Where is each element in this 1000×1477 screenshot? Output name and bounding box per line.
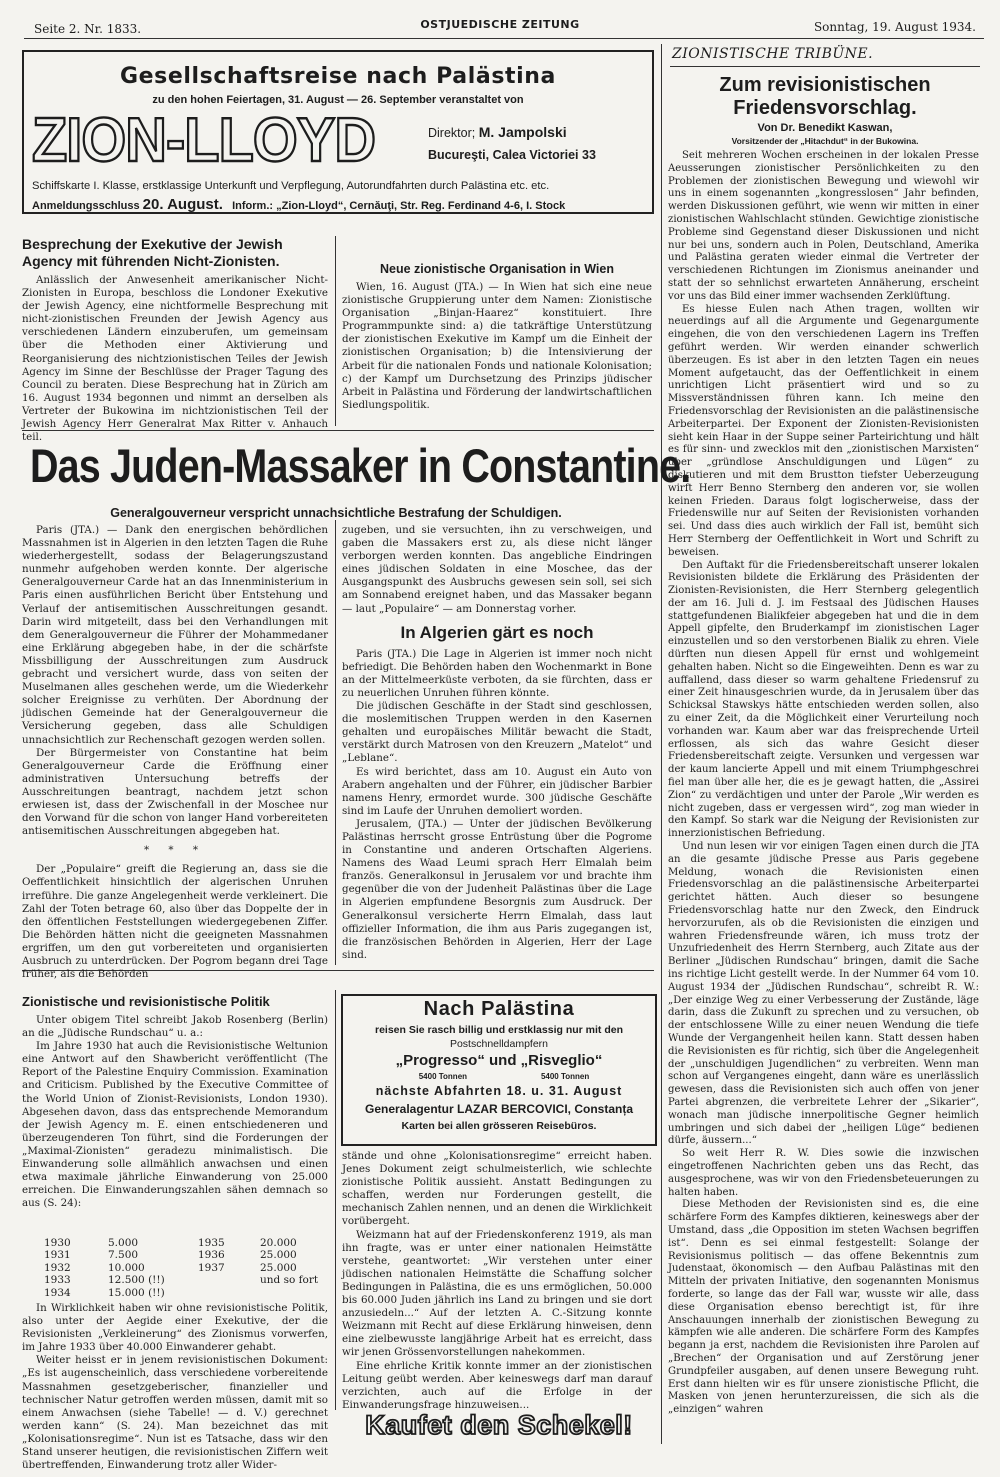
ad-zion-lloyd-contact: Inform.: „Zion-Lloyd“, Cernăuţi, Str. Reg. Ferdinand 4-6, I. Stock (232, 200, 566, 212)
masthead: OSTJUEDISCHE ZEITUNG (420, 18, 580, 31)
table-cell: 1936 (198, 1249, 225, 1262)
article-politik-col1-bottom (22, 1302, 328, 1472)
article-paragraph: zugeben, und sie versuchten, ihn zu verschweigen, und gaben die Massakers erst zu, als diese nicht länger verborgen werden konnten. Das angebliche Eindringen eines jüdischen Soldaten in eine Moschee, das der Ausgangspunkt des Ausbruchs gewesen sein soll, sei sich am Sonnabend ereignet haben, und das Massaker begann — laut „Populaire“ — am Donnerstag vorher. (342, 524, 652, 615)
ad-palaestina-tickets: Karten bei allen grösseren Reisebüros. (401, 1120, 597, 1132)
article-paragraph: Jerusalem, (JTA.) — Unter der jüdischen Bevölkerung Palästinas herrscht grosse Entrüstung über die Pogrome in Constantine und anderen Ortschaften Algeriens. Namens des Waad Leumi sprach Herr Elmalah beim französ. Generalkonsul in Jerusalem vor und brachte ihm gegenüber die von der Judenheit Palästinas über die Lage in Algerien empfundene Besorgnis zum Ausdruck. Der Generalkonsul versicherte Herrn Elmalah, dass laut offizieller Information, die ihm aus Paris zugegangen ist, die französischen Behörden in Algerien, Herr der Lage sind. (342, 817, 652, 961)
table-cell: 1937 (198, 1261, 225, 1274)
article-paragraph: Unter obigem Titel schreibt Jakob Rosenberg (Berlin) an die „Jüdische Rundschau“ u. a.: (22, 1014, 328, 1040)
article-algerien-title: In Algerien gärt es noch (400, 622, 594, 642)
table-cell: 1930 (44, 1237, 71, 1249)
tonnage-progresso: 5400 Tonnen (418, 1072, 468, 1081)
table-cell: 10.000 (108, 1261, 145, 1274)
headline-massaker: Das Juden-Massaker in Constantine. (30, 439, 691, 492)
article-paragraph: Die jüdischen Geschäfte in der Stadt sind geschlossen, die moslemitischen Truppen werden in den Kasernen gehalten und europäisches Militär bewacht die Stadt, verstärkt durch Matrosen von den Kreuzern „Matelot“ und „Leblane“. (342, 700, 652, 765)
section-tribune: ZIONISTISCHE TRIBÜNE. (672, 46, 874, 62)
table-row (44, 1237, 318, 1249)
table-row (44, 1262, 318, 1274)
director-name: M. Jampolski (478, 124, 567, 140)
ad-zion-lloyd-title: Gesellschaftsreise nach Palästina (120, 64, 556, 89)
article-exekutive-title: Besprechung der Exekutive der Jewish Agency mit führenden Nicht-Zionisten. (22, 236, 283, 269)
ad-zion-lloyd-director (428, 124, 567, 140)
article-paragraph: stände und ohne „Kolonisationsregime“ erreicht haben. Jenes Dokument zeigt schulmeisterlich, wie schlechte zionistische Politik aussieht. Anstatt Bedingungen zu schaffen, werden nur Forderungen gestellt, die mechanisch Zahlen nennen, und an denen die Wirklichkeit vorübergeht. (342, 1150, 652, 1228)
table-cell: 5.000 (108, 1237, 139, 1249)
table-cell: 1933 (44, 1274, 71, 1287)
article-paragraph: Seit mehreren Wochen erscheinen in der lokalen Presse Aeusserungen zionistischer Persönlichkeiten zu den Problemen der zionistischen Bewegung und wiewohl wir uns in einem sogenannten „kongresslosen“ Jahr befinden, werden Diskussionen geführt, wie wenn wir mitten in einer zionistischen Wahlschlacht stünden. Gewichtige zionistische Probleme sind Gegenstand dieser Diskussionen und nicht nur bei uns, sondern auch in Polen, Deutschland, Amerika und Palästina geraten wieder einmal die Vertreter der verschiedenen Richtungen im Zionismus aneinander und statt der so sehnlichst erwarteten Annäherung, erscheint vor uns das Bild einer immer wachsenden Zerklüftung. (668, 150, 979, 302)
zion-lloyd-logo: ZION-LLOYD (32, 106, 376, 175)
article-neue-organisation (342, 262, 652, 426)
article-paragraph: Paris (JTA.) — Dank den energischen behördlichen Massnahmen ist in Algerien in den letzten Tagen die Ruhe wiederhergestellt, sodass der Belagerungszustand nunmehr aufgehoben werden konnte. Der algerische Generalgouverneur Carde hat an das Innenministerium in Paris einen ausführlichen Bericht über Entstehung und Verlauf der antisemitischen Ausschreitungen gesandt. Darin wird mitgeteilt, dass bei den Verhandlungen mit dem Generalgouverneur die Führer der Mohammedaner eine Erklärung abgegeben habe, in der die schärfste Missbilligung der Ausschreitungen zum Ausdruck gebracht und versichert wurde, dass von seiten der Muselmanen alles geschehen werde, um die Wiederkehr solcher Ereignisse zu verhüten. Der Abordnung der jüdischen Gemeinde hat der Generalgouverneur die Versicherung gegeben, dass alle Schuldigen unnachsichtlich zur Rechenschaft gezogen werden sollen. (22, 524, 328, 746)
ad-zion-lloyd-offer: Schiffskarte I. Klasse, erstklassige Unterkunft und Verpflegung, Autorundfahrten durch Palästina etc. etc. (32, 180, 550, 192)
tribune-author: Von Dr. Benedikt Kaswan, (757, 122, 893, 134)
article-neue-org-title: Neue zionistische Organisation in Wien (380, 262, 614, 276)
issue-date: Sonntag, 19. August 1934. (813, 20, 976, 34)
article-massaker-col2 (342, 524, 652, 969)
article-politik-col1 (22, 994, 328, 1234)
ad-nach-palaestina (341, 994, 657, 1146)
table-row (44, 1287, 318, 1299)
page-number: Seite 2. Nr. 1833. (34, 22, 142, 36)
ad-palaestina-line1: reisen Sie rasch billig und erstklassig nur mit den (375, 1024, 623, 1036)
table-row (44, 1249, 318, 1261)
article-paragraph: Der „Populaire“ greift die Regierung an, dass sie die Oeffentlichkeit hinsichtlich der algerischen Unruhen irreführe. Die ganze Angelegenheit werde verkleinert. Die Zahl der Toten betrage 60, also über das Doppelte der in den öffentlichen Feststellungen wiedergegebenen Ziffer. Die Behörden hätten nicht die geeigneten Massnahmen ergriffen, um den gut vorbereiteten und organisierten Ausbruch zu unterdrücken. Der Pogrom begann drei Tage früher, als die Behörden (22, 863, 328, 981)
article-paragraph: Der Bürgermeister von Constantine hat beim Generalgouverneur Carde die Eröffnung einer administrativen Untersuchung betreffs der Ausschreitungen beantragt, nachdem jetzt schon erwiesen ist, dass der Zwischenfall in der Moschee nur den Vorwand für die schon von langer Hand vorbereiteten antisemitischen Ausschreitungen abgegeben hat. (22, 746, 328, 838)
table-cell: 25.000 (260, 1261, 297, 1274)
table-cell: 20.000 (260, 1237, 297, 1249)
immigration-table (44, 1237, 318, 1299)
director-label: Direktor; (428, 126, 476, 140)
article-politik-col2 (342, 1150, 652, 1411)
article-paragraph: Im Jahre 1930 hat auch die Revisionistische Weltunion eine Antwort auf den Shawbericht veröffentlicht (The Report of the Palestine Enquiry Commission. Examination and Criticism. Published by the Executive Committee of the World Union of Zionist-Revisionists, London 1930). Abgesehen davon, dass das entsprechende Memorandum der Jewish Agency m. E. einen entschiedeneren und überzeugenderen Ton führt, sind die Forderungen der „Maximal-Zionisten“ geradezu minimalistisch. Die Einwanderung solle allmählich anwachsen und einen etwa maximale jährliche Einwanderung von 25.000 erreichen. Die Einwanderungszahlen sähen demnach so aus (S. 24): (22, 1040, 328, 1210)
header-rule (24, 38, 984, 39)
ad-zion-lloyd-subtitle: zu den hohen Feiertagen, 31. August — 26. September veranstaltet von (152, 94, 524, 106)
article-paragraph: Eine ehrliche Kritik konnte immer an der zionistischen Leitung geübt werden. Aber keineswegs darf man darauf verzichten, auch auf die Erfolge in der Einwanderungsfrage hinzuweisen... (342, 1359, 652, 1411)
registration-deadline-date: 20. August. (142, 196, 223, 213)
table-cell: 1931 (44, 1249, 71, 1262)
article-paragraph: Weiter heisst er in jenem revisionistischen Dokument: „Es ist augenscheinlich, dass verschiedene vorbereitende Massnahmen gesetzgeberischer, finanzieller und technischer Natur getroffen werden müssen, damit mit so einem Anwachsen (siehe Tabelle! — d. V.) gerechnet werden kann“ (S. 24). Man bezeichnet das mit „Kolonisationsregime“. Nun ist es Tatsache, dass wir den Stand unserer heutigen, die revisionistischen Ziffern weit übertreffenden, Einwanderung trotz aller Wider- (22, 1354, 328, 1472)
ad-palaestina-line2: Postschnelldampfern (449, 1038, 549, 1050)
ad-palaestina-title: Nach Palästina (423, 998, 575, 1020)
column-rule (661, 44, 662, 1444)
table-cell: und so fort (260, 1274, 319, 1287)
ad-palaestina-ships: „Progresso“ und „Risveglio“ (395, 1052, 603, 1069)
article-exekutive (22, 236, 328, 444)
ad-palaestina-agency: Generalagentur LAZAR BERCOVICI, Constanța (364, 1102, 634, 1116)
article-paragraph: Es hiesse Eulen nach Athen tragen, wollten wir neuerdings auf all die Argumente und Gegenargumente eingehen, die von den verschiedenen Lagern ins Treffen geführt werden. Wir werden einander schwerlich überzeugen. Es ist aber in den letzten Tagen ein neues Moment aufgetaucht, das der Oeffentlichkeit in einem unrichtigen Licht präsentiert wird und so zu Missverständnissen führen kann. Ich meine den Friedensvorschlag der Revisionisten an die palästinensische Arbeiterpartei. Der Exponent der Zionisten-Revisionisten sieht kein Haar in der Suppe seiner Parteirichtung und hält es für sinn- und zwecklos mit den „zionistischen Marxisten“ über „gründlose Anschuldigungen und Lügen“ zu diskutieren und mit dem Brustton tiefster Ueberzeugung wirft Herr Benno Sternberg den anderen vor, sie wollen keinen Frieden. Daraus folgt logischerweise, dass der Friedenswille nur auf Seiten der Revisionisten vorhanden sei. Und dass dies auch wirklich der Fall ist, bemüht sich Herr Sternberg der Oeffentlichkeit in Wort und Schrift zu beweisen. (668, 303, 979, 558)
article-paragraph: Anlässlich der Anwesenheit amerikanischer Nicht-Zionisten in Europa, beschloss die Londoner Exekutive der Jewish Agency, eine nichtformelle Besprechung mit nicht-zionistischen Freunden der Jewish Agency aus verschiedenen Ländern einzuberufen, um gemeinsam über die Methoden einer Aktivierung und Reorganisierung des nichtzionistischen Teiles der Jewish Agency im Sinne der Beschlüsse der Prager Tagung des Council zu beraten. Diese Besprechung hat in Zürich am 16. August 1934 begonnen und nimmt an derselben als Vertreter der Bukowina im nichtzionistischen Teil der Jewish Agency Herr Generalrat Max Ritter v. Anhauch teil. (22, 274, 328, 444)
table-cell: 1934 (44, 1286, 71, 1299)
ad-palaestina-departures: nächste Abfahrten 18. u. 31. August (375, 1084, 623, 1098)
column-rule (335, 990, 336, 1410)
article-paragraph: Den Auftakt für die Friedensbereitschaft unserer lokalen Revisionisten bildete die Erklärung des Präsidenten der Zionisten-Revisionisten, die Herr Sternberg gelegentlich der am 16. Juli d. J. im Festsaal des Jüdischen Hauses stattgefundenen Bialikfeier abgegeben hat und die in dem Appell gipfelte, den Bruderkampf im zionistischen Lager einzustellen und so den verstorbenen Bialik zu ehren. Viele dürften nun diesen Appell für ernst und wohlgemeint gehalten haben. Nicht so die Eingeweihten. Denn es war zu auffallend, dass dieser so warm gehaltene Friedensruf zu einer Zeit hinausgeschrien wurde, da in Jerusalem über das Schicksal Stawskys hätte entschieden werden sollen, also zu einer Zeit, da die Möglichkeit einer Verurteilung noch vorhanden war. Kaum aber war das freisprechende Urteil erflossen, als sich das wahre Gesicht dieser Friedensbereitschaft zeigte. Versunken und vergessen war der kaum lancierte Appell und mit einem Triumphgeschrei fiel man über alle her, die es je gewagt hatten, die „Assirei Zion“ zu verdächtigen und unter der Parole „Wir werden es nicht zugeben, dass er vergessen wird“, zog man wieder in den Kampf. So stark war die Neigung der Revisionisten zur innerzionistischen Befriedung. (668, 559, 979, 840)
ad-zion-lloyd (22, 50, 654, 214)
table-row (44, 1274, 318, 1286)
tribune-author-role: Vorsitzender der „Hitachdut“ in der Bukowina. (731, 136, 919, 146)
column-rule (335, 520, 336, 965)
table-cell: 25.000 (260, 1249, 297, 1262)
article-paragraph: Paris (JTA.) Die Lage in Algerien ist immer noch nicht befriedigt. Die Behörden haben den Wochenmarkt in Bone an der Mittelmeerküste verboten, da sie fürchten, dass er zu neuerlichen Unruhen führen könnte. (342, 647, 652, 699)
tribune-body (668, 150, 979, 1445)
article-paragraph: Und nun lesen wir vor einigen Tagen einen durch die JTA an die gesamte jüdische Presse aus Paris gegebene Meldung, wonach die Revisionisten einen Friedensvorschlag an die palästinensische Arbeiterpartei gerichtet hätten. Auch dieser so besungene Friedensvorschlag hatte nur den Zweck, den Eindruck hervorzurufen, als ob die Revisionisten die einzigen und wahren Friedensfreunde wären, ich muss trotz der Unzufriedenheit des Herrn Sternberg, auch Zitate aus der Berliner „Jüdischen Rundschau“ bringen, damit die Sache ins richtige Licht gestellt werde. In der Nummer 64 vom 10. August 1934 der „Jüdischen Rundschau“, schreibt R. W.: „Der einzige Weg zu einer Verbesserung der Zustände, läge darin, dass die Zukunft zu sprechen und zu versuchen, ob der entschlossene Wille zu einer neuen Wendung die tiefe Wunde der Vergangenheit heilen kann. Statt dessen haben die Revisionisten es für richtig, sich über die Angelegenheit der „unschuldigen Jugendlichen“ zu verbreiten. Wenn man schon auf Vergangenes eingeht, dann wäre es unerlässlich gewesen, dass die Revisionisten sich auch offen von jener Partei abgrenzen, die verbreitete Lehrer der „Sikarier“, wonach man jüdische innerpolitische Gegner heimlich umbringen und sich dabei der „heiligen Lüge“ bedienen dürfe, äussern...“ (668, 841, 979, 1147)
article-paragraph: In Wirklichkeit haben wir ohne revisionistische Politik, also unter der Aegide einer Exekutive, der die Revisionisten „Verkleinerung“ des Zionismus vorwerfen, im Jahre 1933 über 40.000 Einwanderer gehabt. (22, 1302, 328, 1354)
table-cell: 1935 (198, 1237, 225, 1249)
table-cell: 1932 (44, 1261, 71, 1274)
column-rule (335, 236, 336, 426)
ad-zion-lloyd-info (32, 196, 565, 213)
headline-massaker-subtitle: Generalgouverneur verspricht unnachsichtliche Bestrafung der Schuldigen. (110, 506, 562, 520)
tribune-title: Zum revisionistischen Friedensvorschlag. (719, 74, 931, 119)
table-cell: 12.500 (!!) (108, 1274, 165, 1287)
article-paragraph: Wien, 16. August (JTA.) — In Wien hat sich eine neue zionistische Gruppierung unter dem Namen: Zionistische Organisation „Binjan-Haarez“ konstituiert. Ihre Programmpunkte sind: a) die tatkräftige Unterstützung der zionistischen Exekutive im Kampf um die Einheit der zionistischen Organisation; b) die Intensivierung der Arbeit für die nationalen Fonds und nationale Kolonisation; c) der Kampf um Durchsetzung des Prinzips jüdischer Arbeit in Palästina und Förderung der landwirtschaftlichen Siedlungspolitik. (342, 281, 652, 411)
section-separator: * * * (144, 844, 206, 857)
section-rule (670, 66, 980, 67)
slogan-kaufet-schekel: Kaufet den Schekel! (365, 1410, 633, 1440)
article-paragraph: So weit Herr R. W. Dies sowie die inzwischen eingetroffenen Nachrichten geben uns das Recht, das ausgesprochene, was wir von den Friedensbeteuerungen zu halten haben. (668, 1148, 979, 1198)
ad-palaestina-tonnage (343, 1072, 655, 1081)
article-paragraph: Es wird berichtet, dass am 10. August ein Auto von Arabern angehalten und der Führer, ein jüdischer Barbier namens Henry, ermordet wurde. 300 jüdische Geschäfte sind im Laufe der Unruhen demoliert worden. (342, 765, 652, 817)
article-paragraph: Diese Methoden der Revisionisten sind es, die eine schärfere Form des Kampfes diktieren, keineswegs aber der Umstand, dass „die Opposition im steten Wachsen begriffen ist“. Denn es sei einmal festgestellt: Solange der Revisionismus politisch — das offene Bekenntnis zum Judenstaat, ökonomisch — den Aufbau Palästinas mit den Mitteln der privaten Initiative, den sogenannten Monismus forderte, so lange das der Fall war, wusste wir alle, dass diese Organisation ebenso berechtigt ist, für ihre Anschauungen innerhalb der zionistischen Bewegung zu kämpfen wie alle anderen. Die schärfere Form des Kampfes begann ja erst, nachdem die Revisionisten ihre Parolen auf „Brechen“ der Organisation und auf Zerstörung jener Grundpfeiler ausgaben, auf denen unsere Bewegung ruht. Erst dann hielten wir es für unsere zionistische Pflicht, die Masken von jenen herunterzureissen, die sich als die „einzigen“ wahren (668, 1199, 979, 1416)
table-cell: 15.000 (!!) (108, 1286, 165, 1299)
tonnage-risveglio: 5400 Tonnen (540, 1072, 590, 1081)
registration-deadline-label: Anmeldungsschluss (32, 200, 140, 212)
article-politik-title: Zionistische und revisionistische Politik (22, 994, 270, 1009)
article-massaker-col1 (22, 524, 328, 981)
table-cell: 7.500 (108, 1249, 139, 1262)
article-paragraph: Weizmann hat auf der Friedenskonferenz 1919, als man ihn fragte, was er unter einer nationalen Heimstätte verstehe, geantwortet: „Wir verstehen unter einer jüdischen nationalen Heimstätte die Schaffung solcher Bedingungen in Palästina, die es uns ermöglichen, 50.000 bis 60.000 Juden jährlich ins Land zu bringen und sie dort anzusiedeln...“ Auf der letzten A. C.-Sitzung konnte Weizmann mit Recht auf diese Erklärung hinweisen, denn eine zielbewusste langjährige Arbeit hat es erreicht, dass wir jenen Grössenvorstellungen nahekommen. (342, 1228, 652, 1359)
ad-zion-lloyd-address: Bucureşti, Calea Victoriei 33 (428, 148, 596, 162)
